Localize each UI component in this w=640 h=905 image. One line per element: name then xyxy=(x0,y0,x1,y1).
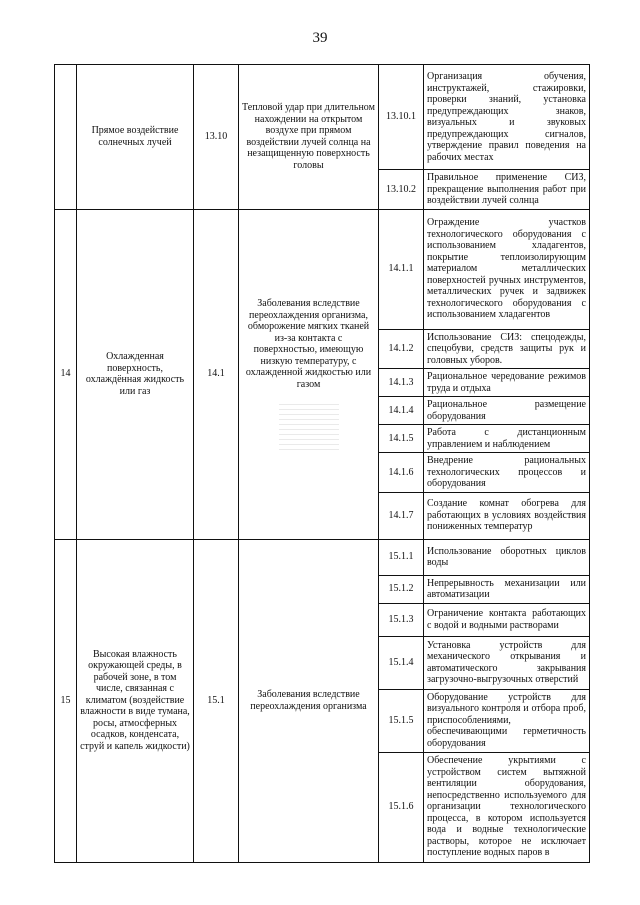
table-row xyxy=(55,209,590,329)
measure-text: Организация обучения, инструктажей, стажировки, проверки знаний, установка предупреждающих знаков, визуальных и звуковых предупреждающих сигналов, утверждение правил поведения на рабочих местах xyxy=(424,65,590,170)
measure-text: Оборудование устройств для визуального контроля и отбора проб, приспособлениями, обеспечивающими герметичность оборудования xyxy=(424,689,590,752)
event-cell: Заболевания вследствие переохлаждения организма xyxy=(239,539,379,862)
measure-text: Ограждение участков технологического оборудования с использованием хладагентов, покрытие теплоизолирующим материалом металлических поверхностей ручных инструментов, металлических ручек и задвижек технологического оборудования с использованием хладагентов xyxy=(424,209,590,329)
hazard-table xyxy=(54,64,590,863)
danger-code: 15.1 xyxy=(194,539,239,862)
measure-text: Рациональное размещение оборудования xyxy=(424,397,590,425)
danger-cell: Охлажденная поверхность, охлаждённая жидкость или газ xyxy=(77,209,194,539)
measure-text: Непрерывность механизации или автоматизации xyxy=(424,575,590,603)
row-number xyxy=(55,65,77,210)
row-number: 15 xyxy=(55,539,77,862)
measure-text: Использование СИЗ: спецодежды, спецобуви, средств защиты рук и головных уборов. xyxy=(424,329,590,369)
measure-code: 15.1.2 xyxy=(379,575,424,603)
measure-code: 14.1.6 xyxy=(379,453,424,493)
measure-code: 15.1.6 xyxy=(379,752,424,862)
danger-code: 13.10 xyxy=(194,65,239,210)
measure-text: Правильное применение СИЗ, прекращение выполнения работ при воздействии лучей солнца xyxy=(424,170,590,210)
measure-code: 13.10.1 xyxy=(379,65,424,170)
table-row xyxy=(55,539,590,575)
measure-text: Обеспечение укрытиями с устройством систем вытяжной вентиляции оборудования, непосредственно используемого для организации технологического процесса, в котором используется вода и водные технологические растворы, которое не исключает поступление водных паров в xyxy=(424,752,590,862)
measure-code: 14.1.2 xyxy=(379,329,424,369)
measure-text: Установка устройств для механического открывания и автоматического закрывания загрузочно-выгрузочных отверстий xyxy=(424,636,590,689)
page-number: 39 xyxy=(312,30,328,46)
row-number: 14 xyxy=(55,209,77,539)
measure-code: 15.1.1 xyxy=(379,539,424,575)
danger-code: 14.1 xyxy=(194,209,239,539)
event-cell: Тепловой удар при длительном нахождении на открытом воздухе при прямом воздействии лучей солнца на незащищенную поверхность головы xyxy=(239,65,379,210)
measure-text: Рациональное чередование режимов труда и отдыха xyxy=(424,369,590,397)
scan-smudge xyxy=(279,400,339,450)
measure-text: Работа с дистанционным управлением и наблюдением xyxy=(424,425,590,453)
measure-code: 14.1.3 xyxy=(379,369,424,397)
danger-cell: Прямое воздействие солнечных лучей xyxy=(77,65,194,210)
measure-code: 15.1.4 xyxy=(379,636,424,689)
measure-text: Внедрение рациональных технологических процессов и оборудования xyxy=(424,453,590,493)
measure-code: 15.1.3 xyxy=(379,603,424,636)
measure-code: 14.1.1 xyxy=(379,209,424,329)
table-row xyxy=(55,65,590,170)
event-text: Заболевания вследствие переохлаждения организма, обморожение мягких тканей из-за контакта с поверхностью, имеющую низкую температуру, с охлажденной жидкостью или газом xyxy=(245,298,372,390)
measure-text: Ограничение контакта работающих с водой и водными растворами xyxy=(424,603,590,636)
measure-text: Создание комнат обогрева для работающих в условиях воздействия пониженных температур xyxy=(424,492,590,539)
measure-code: 14.1.4 xyxy=(379,397,424,425)
measure-code: 13.10.2 xyxy=(379,170,424,210)
measure-text: Использование оборотных циклов воды xyxy=(424,539,590,575)
event-cell xyxy=(239,209,379,539)
measure-code: 14.1.7 xyxy=(379,492,424,539)
danger-cell: Высокая влажность окружающей среды, в рабочей зоне, в том числе, связанная с климатом (воздействие влажности в виде тумана, росы, атмосферных осадков, конденсата, струй и капель жидкости) xyxy=(77,539,194,862)
measure-code: 15.1.5 xyxy=(379,689,424,752)
measure-code: 14.1.5 xyxy=(379,425,424,453)
